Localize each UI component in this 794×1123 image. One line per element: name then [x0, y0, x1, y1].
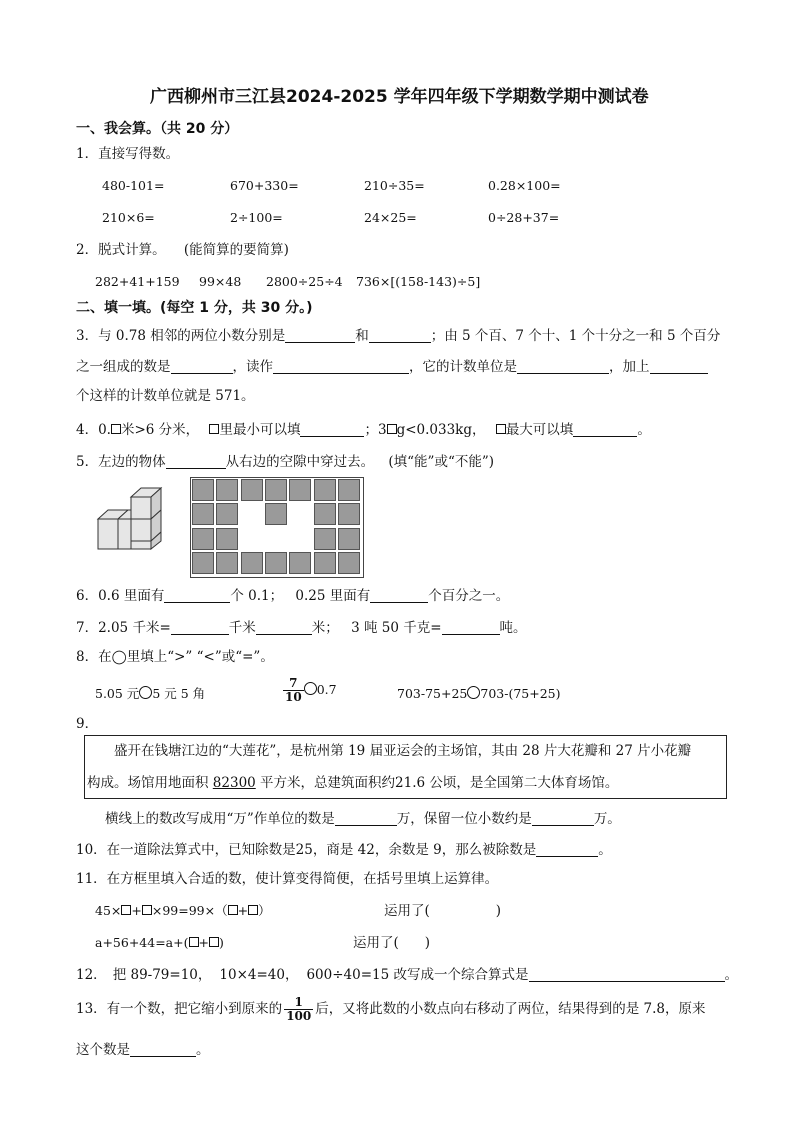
q6-text: 个百分之一。	[428, 588, 510, 604]
q13-line1	[76, 996, 706, 1023]
fraction-numerator: 1	[294, 995, 303, 1009]
q13-text: 13．有一个数，把它缩小到原来的	[76, 1001, 283, 1018]
q6-text: 个 0.1；	[230, 588, 284, 604]
q3-text: 3．与 0.78 相邻的两位小数分别是	[76, 328, 286, 344]
q4-text: 最大可以填	[505, 422, 574, 438]
q8-label: 8．在◯里填上“>” “<”或“=”。	[76, 649, 274, 665]
q1-item: 24×25=	[364, 210, 417, 225]
section1-heading: 一、我会算。（共 20 分）	[76, 121, 239, 137]
q12-text: 。	[724, 967, 739, 983]
q3-text: 和	[355, 328, 369, 344]
answer-blank[interactable]	[166, 454, 226, 469]
q13-text: 后，又将此数的小数点向右移动了两位，结果得到的是 7.8，原来	[315, 1001, 706, 1018]
q11-text: +	[198, 935, 209, 950]
q11-used1	[384, 905, 501, 919]
q12-text: 10×4=40，	[219, 967, 299, 983]
q3-text: ，它的计数单位是	[409, 359, 517, 375]
q11-expr2	[95, 937, 224, 950]
q9-text: 平方米，总建筑面积约21.6 公顷，是全国第二大体育场馆。	[255, 775, 619, 791]
q1-item: 0.28×100=	[488, 178, 561, 193]
q7-text: 千米	[228, 620, 256, 636]
q12-text: 把 89-79=10，	[112, 967, 212, 983]
answer-blank[interactable]	[536, 842, 598, 857]
q9-text: 万，保留一位小数约是	[396, 811, 532, 827]
q1-item: 210÷35=	[364, 178, 425, 193]
answer-blank[interactable]	[164, 588, 230, 603]
fraction-denominator: 10	[285, 690, 302, 705]
q11-text: +	[131, 903, 142, 918]
q7-text: 吨。	[499, 620, 527, 636]
q11-text: 运用了(	[384, 903, 430, 919]
q1-item: 0÷28+37=	[488, 210, 560, 225]
q11-text: +	[237, 903, 249, 918]
q9-passage-line1: 盛开在钱塘江边的“大莲花”，是杭州第 19 届亚运会的主场馆，其由 28 片大花瓣和 27 片小花瓣	[114, 743, 692, 759]
q4-text: 4．0.	[76, 422, 111, 438]
answer-blank[interactable]	[517, 359, 609, 374]
q7-text: 3 吨 50 千克=	[351, 620, 442, 636]
q1-item: 670+330=	[230, 178, 299, 193]
q9-text: 万。	[593, 811, 621, 827]
answer-blank[interactable]	[369, 328, 431, 343]
q2-note: (能简算的要简算)	[183, 242, 289, 258]
q3-line1	[76, 328, 720, 344]
square-box-icon	[209, 424, 219, 434]
q8-text: 703-(75+25)	[480, 686, 561, 701]
q8-compare-3	[397, 686, 561, 701]
q10	[76, 842, 612, 858]
square-box-icon[interactable]	[248, 905, 258, 915]
q2-label-text: 2．脱式计算。	[76, 242, 166, 258]
q11-expr1	[95, 905, 271, 918]
q12-text: 600÷40=15 改写成一个综合算式是	[306, 967, 529, 983]
q2-label	[76, 244, 289, 258]
q6-text: 6．0.6 里面有	[76, 588, 165, 604]
answer-blank[interactable]	[273, 359, 409, 374]
q8-compare-2	[283, 677, 337, 704]
answer-blank[interactable]	[171, 620, 229, 635]
q7-text: 米；	[311, 620, 339, 636]
q5	[76, 454, 494, 470]
q5-text: 5．左边的物体	[76, 454, 166, 470]
q8-text: 5 元 5 角	[152, 686, 206, 701]
q10-text: 10．在一道除法算式中，已知除数是25，商是 42，余数是 9，那么被除数是	[76, 842, 537, 858]
q12	[76, 967, 738, 983]
q3-text: ，读作	[232, 359, 273, 375]
fraction-numerator: 7	[289, 676, 298, 690]
q12-text: 12．	[76, 967, 107, 983]
answer-blank[interactable]	[130, 1042, 196, 1057]
square-box-icon[interactable]	[209, 937, 219, 947]
cube-stack-figure	[95, 485, 170, 553]
answer-blank[interactable]	[370, 588, 428, 603]
q9-passage-line2	[87, 777, 618, 791]
answer-blank[interactable]	[285, 328, 355, 343]
q5-text: (填“能”或“不能”)	[388, 454, 495, 470]
q1-item: 210×6=	[102, 210, 155, 225]
q13-text: 。	[196, 1042, 210, 1058]
square-box-icon	[496, 424, 506, 434]
q3-text: ，加上	[609, 359, 650, 375]
grid-frame	[190, 477, 364, 578]
fraction-denominator: 100	[286, 1009, 312, 1024]
section2-heading: 二、填一填。(每空 1 分，共 30 分。)	[76, 300, 313, 316]
answer-blank[interactable]	[529, 967, 725, 982]
q8-compare-1	[95, 686, 205, 701]
square-box-icon[interactable]	[228, 905, 238, 915]
q3-text: 之一组成的数是	[76, 359, 171, 375]
q7-text: 7．2.05 千米=	[76, 620, 171, 636]
answer-blank[interactable]	[650, 359, 708, 374]
square-box-icon	[387, 424, 397, 434]
fraction	[284, 996, 313, 1023]
q2-item: 282+41+159	[95, 274, 180, 289]
q2-item: 99×48	[199, 274, 242, 289]
q4-text: 。	[637, 422, 651, 438]
q4-text: g<0.033kg，	[396, 422, 486, 438]
q11-text: a+56+44=a+(	[95, 935, 189, 950]
square-box-icon[interactable]	[142, 905, 152, 915]
q6-text: 0.25 里面有	[295, 588, 371, 604]
q7	[76, 620, 527, 636]
q3-text: ；由 5 个百、7 个十、1 个十分之一和 5 个百分	[430, 328, 721, 344]
q4-text: 米>6 分米，	[120, 422, 200, 438]
q11-text: ）	[258, 903, 271, 918]
square-box-icon	[111, 424, 121, 434]
square-box-icon[interactable]	[189, 937, 199, 947]
square-box-icon[interactable]	[121, 905, 131, 915]
answer-blank[interactable]	[573, 422, 637, 437]
q11-text: 45×	[95, 903, 122, 918]
q8-text: 703-75+25	[397, 686, 468, 701]
answer-blank[interactable]	[442, 620, 500, 635]
compare-circle[interactable]	[467, 686, 480, 699]
compare-circle[interactable]	[304, 682, 317, 695]
q9-text: 横线上的数改写成用“万”作单位的数是	[105, 811, 335, 827]
q11-text: )	[218, 935, 224, 950]
q11-text: ×99=99×（	[151, 903, 228, 918]
q9-question	[105, 811, 621, 827]
answer-blank[interactable]	[300, 422, 364, 437]
q4	[76, 422, 651, 438]
q10-text: 。	[598, 842, 612, 858]
answer-blank[interactable]	[335, 811, 397, 826]
q8-text: 5.05 元	[95, 686, 140, 701]
q11-text: 运用了(	[353, 935, 399, 951]
q3-line3: 个这样的计数单位就是 571。	[76, 388, 255, 404]
q4-text: 里最小可以填	[219, 422, 301, 438]
q5-text: 从右边的空隙中穿过去。	[225, 454, 375, 470]
q4-text: ；3	[364, 422, 387, 438]
q1-label: 1．直接写得数。	[76, 146, 180, 162]
q9-text: 构成。场馆用地面积	[87, 775, 213, 791]
q13-text: 这个数是	[76, 1042, 130, 1058]
q13-line2	[76, 1042, 210, 1058]
q9-underlined-number: 82300	[212, 775, 256, 791]
q2-item: 736×[(158-143)÷5]	[356, 274, 481, 289]
q1-item: 480-101=	[102, 178, 165, 193]
exam-title: 广西柳州市三江县2024-2025 学年四年级下学期数学期中测试卷	[150, 87, 649, 107]
q11-label: 11．在方框里填入合适的数，使计算变得简便，在括号里填上运算律。	[76, 871, 499, 887]
q11-text: )	[495, 903, 502, 919]
q1-item: 2÷100=	[230, 210, 283, 225]
q9-label: 9．	[76, 716, 99, 732]
q3-line2	[76, 359, 708, 375]
answer-blank[interactable]	[532, 811, 594, 826]
q6	[76, 588, 509, 604]
q8-text: 0.7	[316, 682, 337, 698]
q2-item: 2800÷25÷4	[266, 274, 343, 289]
fraction	[283, 677, 304, 704]
q11-used2	[353, 937, 430, 951]
q11-text: )	[424, 935, 431, 951]
compare-circle[interactable]	[139, 686, 152, 699]
answer-blank[interactable]	[171, 359, 233, 374]
answer-blank[interactable]	[256, 620, 312, 635]
